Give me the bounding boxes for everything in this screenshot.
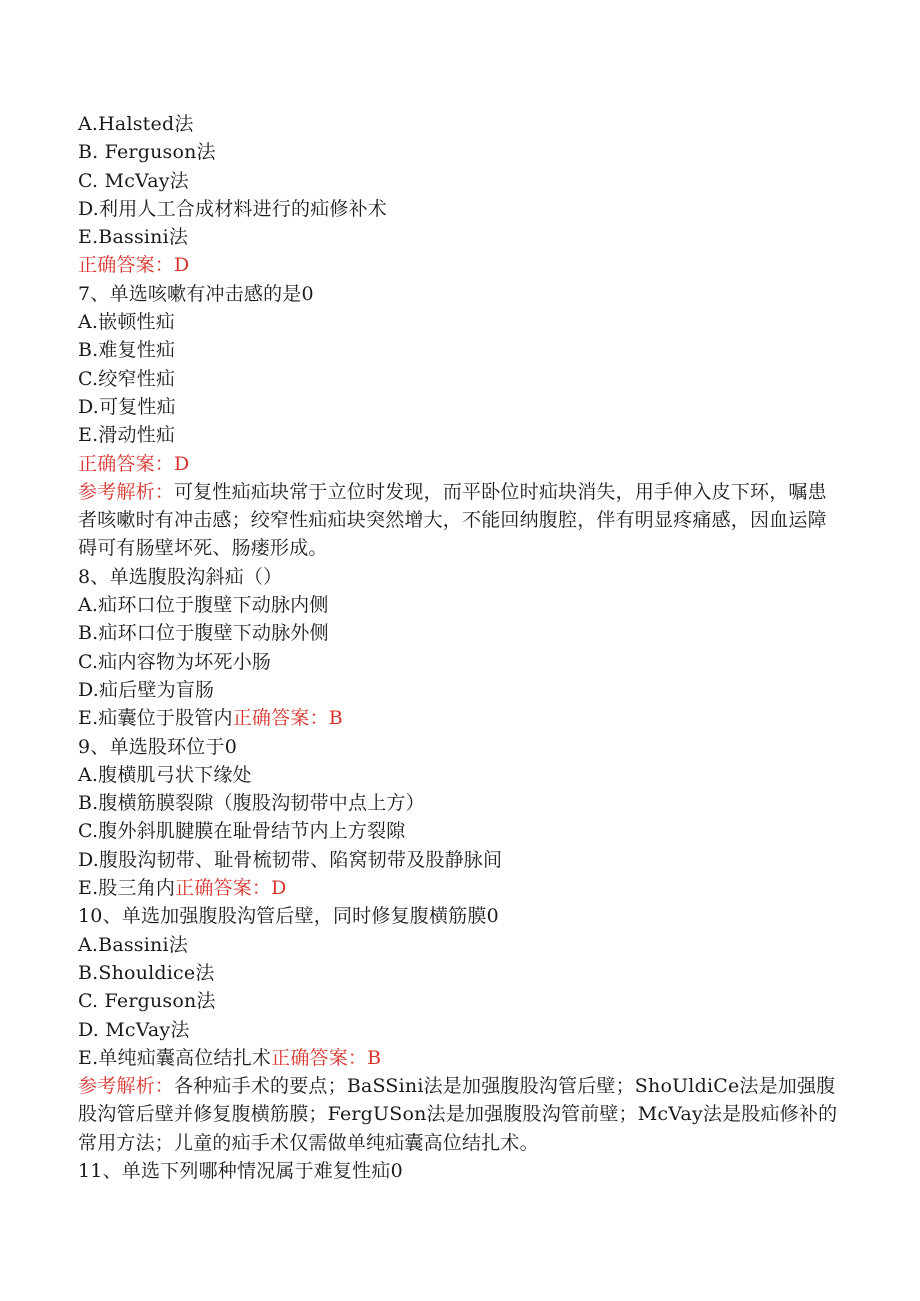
option-line: C.腹外斜肌腱膜在耻骨结节内上方裂隙 (78, 820, 406, 843)
option-line: A.嵌顿性疝 (78, 311, 175, 334)
option-line: C. McVay法 (78, 169, 189, 192)
answer-value: B (328, 707, 343, 730)
option-line: B.腹横筋膜裂隙（腹股沟韧带中点上方） (78, 792, 425, 815)
question-line: 8、单选腹股沟斜疝（） (78, 565, 283, 588)
option-line: D.疝后壁为盲肠 (78, 678, 215, 701)
question-line: 7、单选咳嗽有冲击感的是0 (78, 282, 314, 305)
option-line: D. McVay法 (78, 1018, 190, 1041)
document-page (78, 110, 838, 1185)
correct-answer-line (78, 450, 838, 478)
option-line: A.Bassini法 (78, 933, 188, 956)
question-line: 9、单选股环位于0 (78, 735, 237, 758)
option-with-answer-line (78, 874, 838, 902)
analysis-label: 参考解析： (78, 1075, 175, 1098)
option-line: C.疝内容物为坏死小肠 (78, 650, 272, 673)
option-line: A.疝环口位于腹壁下动脉内侧 (78, 594, 329, 617)
option-line: B.疝环口位于腹壁下动脉外侧 (78, 622, 329, 645)
answer-value: D (174, 254, 190, 277)
option-with-answer-line (78, 1044, 838, 1072)
option-line: B.Shouldice法 (78, 961, 215, 984)
answer-value: D (271, 877, 287, 900)
option-line: A.Halsted法 (78, 113, 194, 135)
option-line: A.腹横肌弓状下缘处 (78, 763, 252, 786)
option-text: E.股三角内 (78, 877, 176, 900)
question-line: 11、单选下列哪种情况属于难复性疝0 (78, 1159, 403, 1182)
answer-label: 正确答案： (271, 1046, 368, 1069)
answer-label: 正确答案： (175, 877, 272, 900)
option-line: E.滑动性疝 (78, 424, 176, 447)
correct-answer-line (78, 251, 838, 279)
option-line: D.腹股沟韧带、耻骨梳韧带、陷窝韧带及股静脉间 (78, 848, 503, 871)
answer-label: 正确答案： (78, 254, 175, 277)
option-line: C. Ferguson法 (78, 990, 216, 1013)
answer-value: B (367, 1046, 382, 1069)
option-line: B. Ferguson法 (78, 141, 216, 164)
option-line: B.难复性疝 (78, 339, 176, 362)
analysis-label: 参考解析： (78, 480, 175, 503)
option-text: E.单纯疝囊高位结扎术 (78, 1046, 272, 1069)
option-line: E.Bassini法 (78, 226, 189, 249)
answer-value: D (174, 452, 190, 475)
option-text: E.疝囊位于股管内 (78, 707, 233, 730)
answer-label: 正确答案： (232, 707, 329, 730)
analysis-text: 可复性疝疝块常于立位时发现，而平卧位时疝块消失，用手伸入皮下环，嘱患者咳嗽时有冲击感；绞窄性疝疝块突然增大，不能回纳腹腔，伴有明显疼痛感，因血运障碍可有肠壁坏死、肠瘘形成。 (78, 480, 827, 560)
option-with-answer-line (78, 704, 838, 732)
answer-label: 正确答案： (78, 452, 175, 475)
analysis-paragraph (78, 478, 838, 563)
option-line: D.利用人工合成材料进行的疝修补术 (78, 197, 387, 220)
question-line: 10、单选加强腹股沟管后壁，同时修复腹横筋膜0 (78, 905, 499, 928)
analysis-paragraph (78, 1072, 838, 1157)
option-line: C.绞窄性疝 (78, 367, 176, 390)
option-line: D.可复性疝 (78, 395, 176, 418)
analysis-text: 各种疝手术的要点；BaSSini法是加强腹股沟管后壁；ShoUldiCe法是加强腹股沟管后壁并修复腹横筋膜；FergUSon法是加强腹股沟管前壁；McVay法是股疝修补的常用方法；儿童的疝手术仅需做单纯疝囊高位结扎术。 (78, 1075, 838, 1154)
